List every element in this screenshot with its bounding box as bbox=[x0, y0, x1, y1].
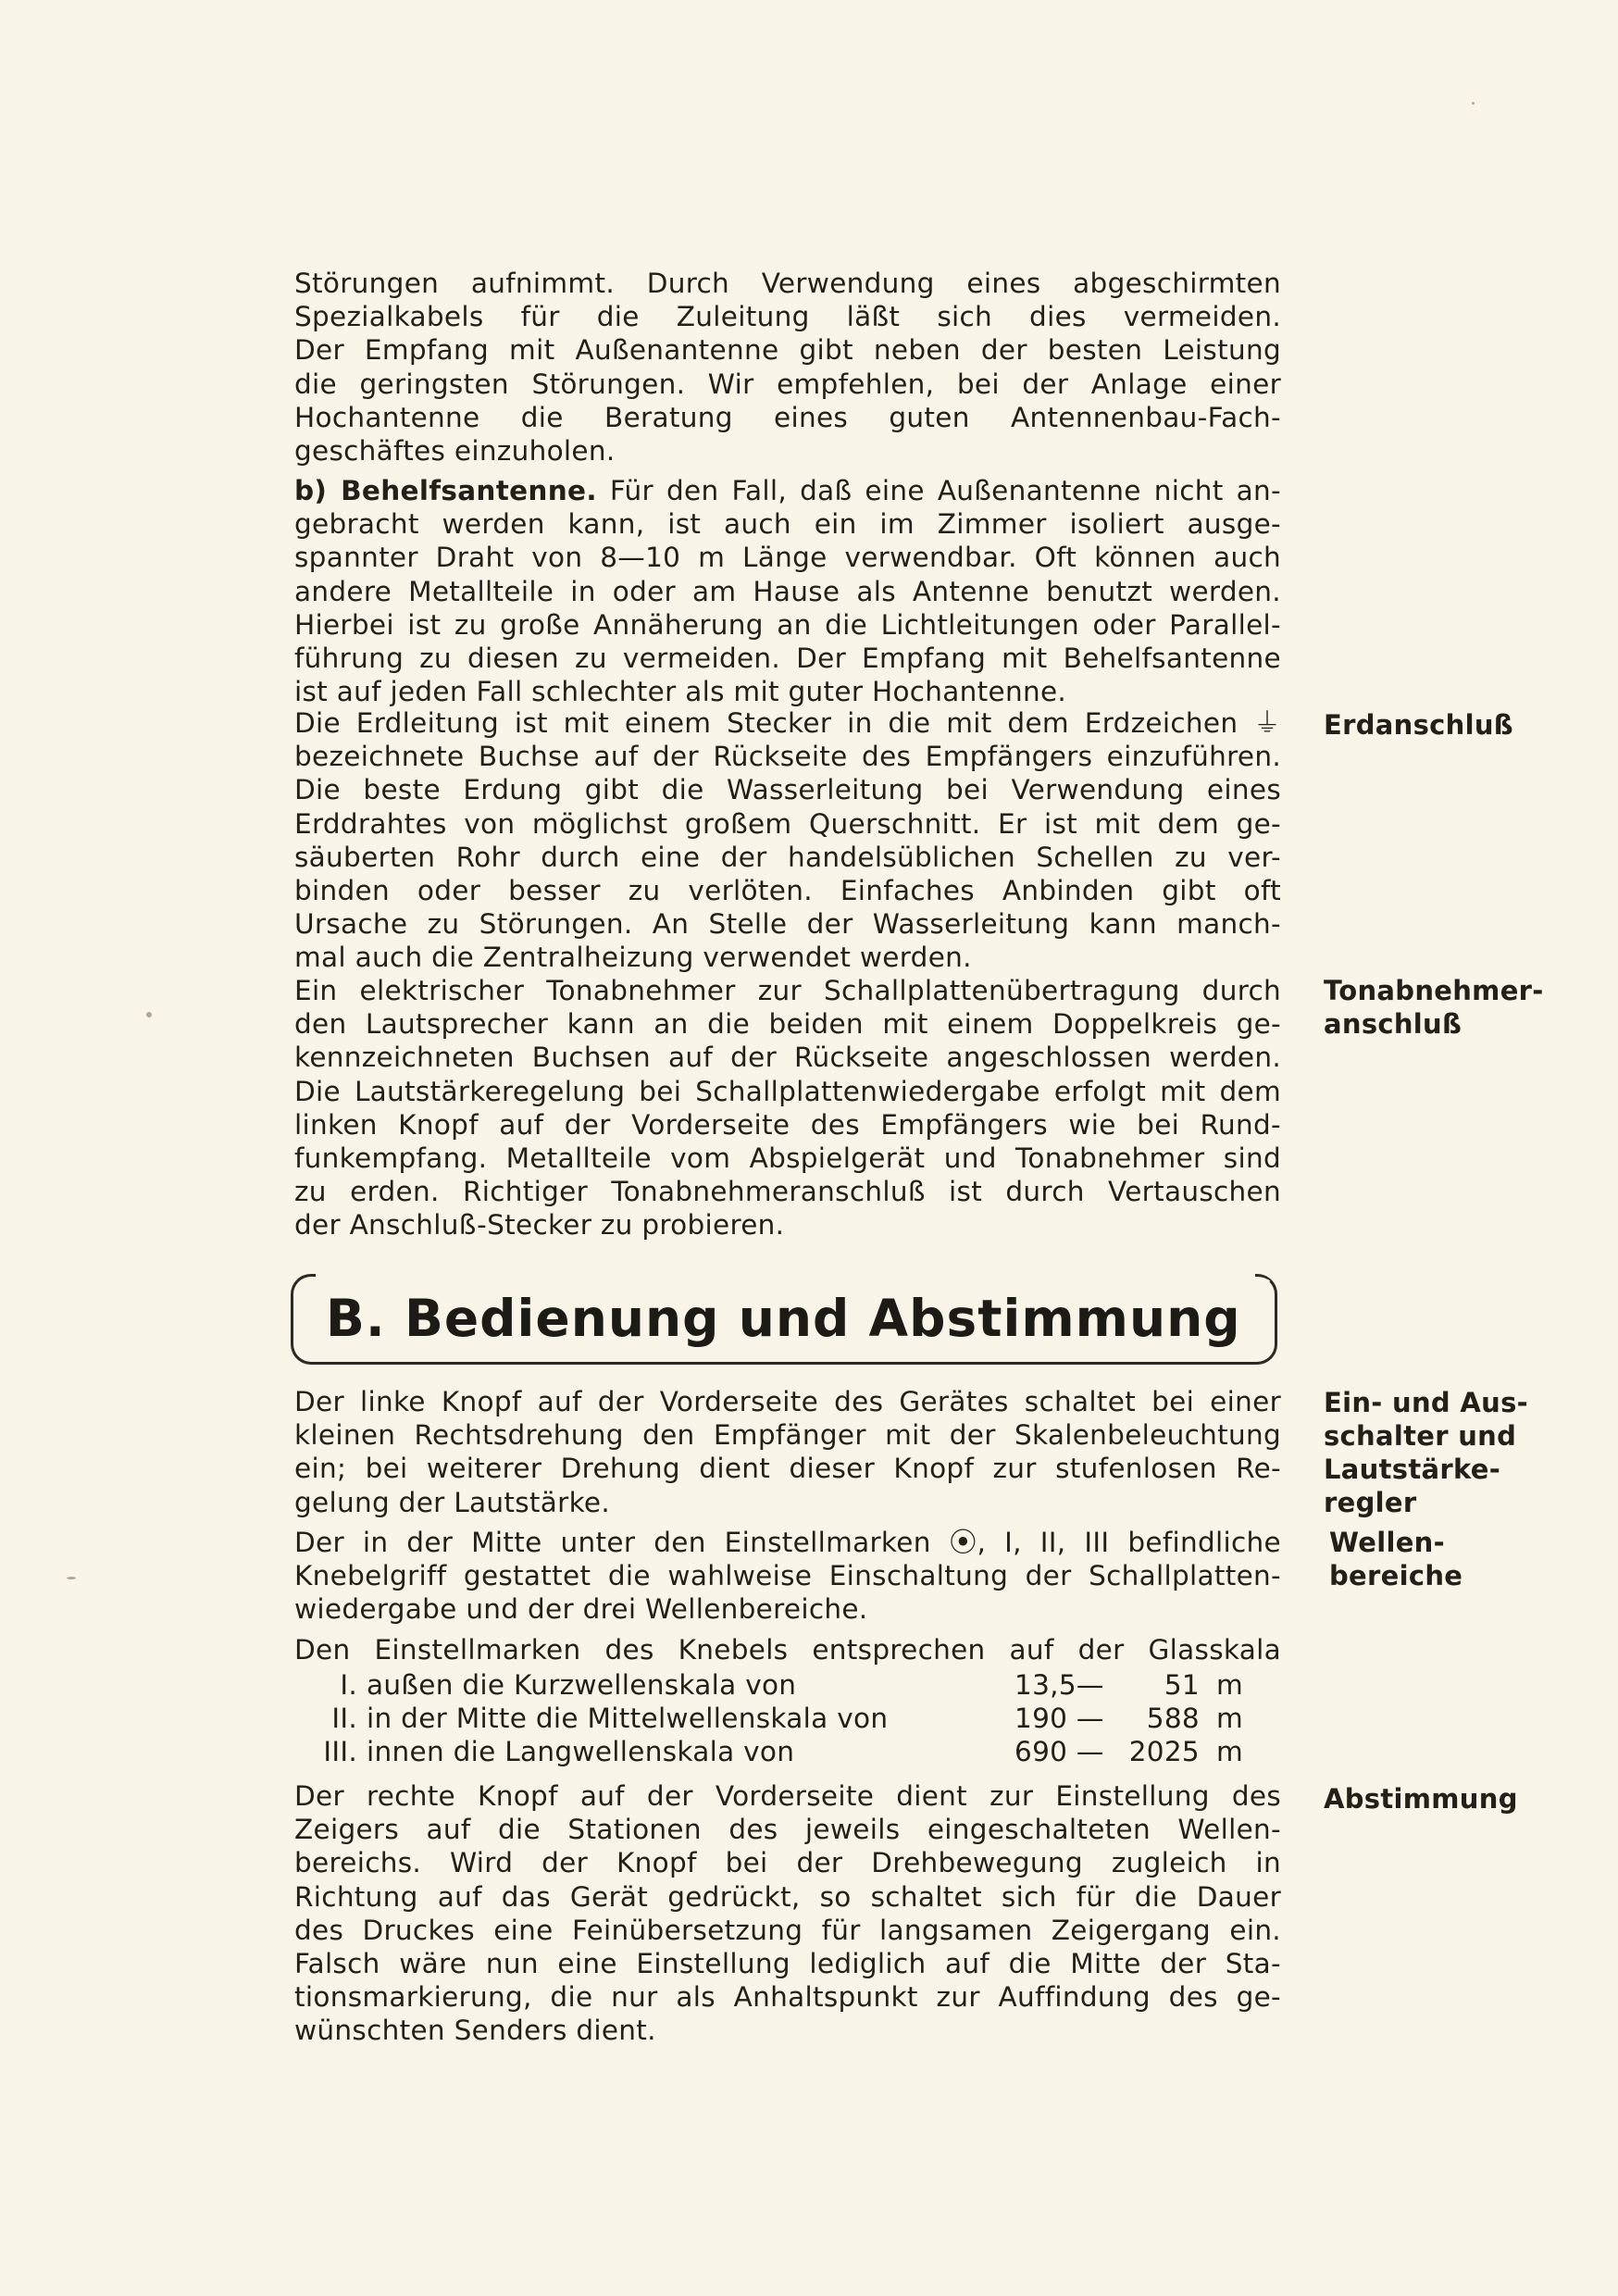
margin-note-line: Wellen- bbox=[1329, 1527, 1445, 1558]
margin-note-line: regler bbox=[1324, 1487, 1417, 1518]
range-from: 13,5— bbox=[1014, 1669, 1104, 1701]
text-line: die geringsten Störungen. Wir empfehlen, bei der Anlage einer bbox=[294, 368, 1281, 400]
range-description: in der Mitte die Mittelwellenskala von bbox=[367, 1703, 889, 1735]
section-label-behelfsantenne: b) Behelfsantenne. bbox=[294, 475, 597, 506]
paper-speck bbox=[146, 1012, 152, 1017]
text-line: Die beste Erdung gibt die Wasserleitung bei Verwendung eines bbox=[294, 774, 1281, 806]
range-unit: m bbox=[1216, 1736, 1244, 1768]
margin-note-einschalter bbox=[1324, 1386, 1528, 1519]
text-line: Erddrahtes von möglichst großem Querschnitt. Er ist mit dem ge- bbox=[294, 807, 1281, 840]
margin-note-line: bereiche bbox=[1329, 1560, 1463, 1591]
text-line: Knebelgriff gestattet die wahlweise Einschaltung der Schallplatten- bbox=[294, 1560, 1281, 1592]
text-line: wiedergabe und der drei Wellenbereiche. bbox=[294, 1593, 868, 1626]
margin-note-erdanschluss bbox=[1324, 708, 1513, 742]
text-line: kennzeichneten Buchsen auf der Rückseite angeschlossen werden. bbox=[294, 1042, 1281, 1074]
text-fragment: Der in der Mitte unter den Einstellmarken bbox=[294, 1527, 931, 1558]
text-line: bereichs. Wird der Knopf bei der Drehbewegung zugleich in bbox=[294, 1847, 1281, 1879]
record-mark-icon: ⦿ bbox=[949, 1527, 977, 1558]
range-to: 2025 bbox=[1128, 1736, 1200, 1768]
text-line: kleinen Rechtsdrehung den Empfänger mit der Skalenbeleuchtung bbox=[294, 1419, 1281, 1452]
text-line: mal auch die Zentralheizung verwendet werden. bbox=[294, 942, 972, 974]
text-line: ist auf jeden Fall schlechter als mit guter Hochantenne. bbox=[294, 676, 1067, 708]
text-line: funkempfang. Metallteile vom Abspielgerät und Tonabnehmer sind bbox=[294, 1142, 1281, 1175]
text-line: Hochantenne die Beratung eines guten Antennenbau-Fach- bbox=[294, 401, 1281, 433]
intro-paragraph bbox=[294, 267, 1281, 468]
wave-range-table bbox=[315, 1668, 1243, 1769]
range-unit: m bbox=[1216, 1669, 1244, 1701]
margin-note-line: Ein- und Aus- bbox=[1324, 1387, 1528, 1418]
paper-speck bbox=[67, 1577, 76, 1579]
range-number: I. bbox=[340, 1669, 357, 1701]
text-line bbox=[294, 1526, 1281, 1559]
range-to: 588 bbox=[1146, 1703, 1200, 1735]
range-number: III. bbox=[323, 1736, 357, 1768]
text-fragment: Die Erdleitung ist mit einem Stecker in die mit dem Erdzeichen bbox=[294, 707, 1238, 739]
wellenbereiche-paragraph bbox=[294, 1526, 1281, 1627]
text-line: Richtung auf das Gerät gedrückt, so schaltet sich für die Dauer bbox=[294, 1880, 1281, 1913]
text-line: des Druckes eine Feinübersetzung für langsamen Zeigergang ein. bbox=[294, 1914, 1281, 1946]
text-line: binden oder besser zu verlöten. Einfaches Anbinden gibt oft bbox=[294, 875, 1281, 907]
margin-note-line: Abstimmung bbox=[1324, 1783, 1518, 1815]
text-line: Spezialkabels für die Zuleitung läßt sich dies vermeiden. bbox=[294, 301, 1281, 333]
text-line: ein; bei weiterer Drehung dient dieser Knopf zur stufenlosen Re- bbox=[294, 1453, 1281, 1485]
text-line bbox=[294, 706, 1281, 740]
text-line: wünschten Senders dient. bbox=[294, 2015, 656, 2047]
table-row bbox=[315, 1668, 1243, 1702]
text-line: zu erden. Richtiger Tonabnehmeranschluß ist durch Vertauschen bbox=[294, 1176, 1281, 1208]
text-line: Hierbei ist zu große Annäherung an die Lichtleitungen oder Parallel- bbox=[294, 608, 1281, 641]
range-from: 190 — bbox=[1014, 1703, 1104, 1735]
text-line: Der linke Knopf auf der Vorderseite des Gerätes schaltet bei einer bbox=[294, 1386, 1281, 1417]
table-row bbox=[315, 1735, 1243, 1768]
text-line: Die Lautstärkeregelung bei Schallplattenwiedergabe erfolgt mit dem bbox=[294, 1075, 1281, 1107]
text-line: bezeichnete Buchse auf der Rückseite des Empfängers einzuführen. bbox=[294, 741, 1281, 773]
abstimmung-paragraph bbox=[294, 1779, 1281, 2048]
text-line: Ein elektrischer Tonabnehmer zur Schallplattenübertragung durch bbox=[294, 975, 1281, 1006]
range-description: innen die Langwellenskala von bbox=[367, 1736, 795, 1768]
text-fragment: , I, II, III befindliche bbox=[977, 1527, 1281, 1558]
range-unit: m bbox=[1216, 1703, 1244, 1735]
range-from: 690 — bbox=[1014, 1736, 1104, 1768]
text-line: Falsch wäre nun eine Einstellung lediglich auf die Mitte der Sta- bbox=[294, 1948, 1281, 1980]
margin-note-line: anschluß bbox=[1324, 1008, 1462, 1040]
section-heading: B. Bedienung und Abstimmung bbox=[326, 1289, 1241, 1348]
text-line: linken Knopf auf der Vorderseite des Empfängers wie bei Rund- bbox=[294, 1108, 1281, 1141]
range-number: II. bbox=[331, 1703, 357, 1735]
skala-paragraph bbox=[294, 1633, 1281, 1666]
range-description: außen die Kurzwellenskala von bbox=[367, 1669, 797, 1701]
text-line: Störungen aufnimmt. Durch Verwendung eines abgeschirmten bbox=[294, 268, 1281, 299]
erdleitung-paragraph bbox=[294, 706, 1281, 975]
text-line: Ursache zu Störungen. An Stelle der Wasserleitung kann manch- bbox=[294, 908, 1281, 941]
margin-note-line: Lautstärke- bbox=[1324, 1454, 1501, 1485]
ground-symbol-icon: ⏚ bbox=[1253, 707, 1281, 739]
text-line: führung zu diesen zu vermeiden. Der Empfang mit Behelfsantenne bbox=[294, 643, 1281, 675]
margin-note-tonabnehmer bbox=[1324, 974, 1544, 1041]
text-line: der Anschluß-Stecker zu probieren. bbox=[294, 1209, 785, 1242]
margin-note-line: Tonabnehmer- bbox=[1324, 975, 1544, 1006]
margin-note-line: schalter und bbox=[1324, 1420, 1517, 1452]
text-line: gelung der Lautstärke. bbox=[294, 1486, 611, 1518]
text-line: andere Metallteile in oder am Hause als Antenne benutzt werden. bbox=[294, 575, 1281, 607]
paper-speck bbox=[1472, 102, 1475, 105]
text-line: Zeigers auf die Stationen des jeweils eingeschalteten Wellen- bbox=[294, 1814, 1281, 1846]
text-line: tionsmarkierung, die nur als Anhaltspunkt zur Auffindung des ge- bbox=[294, 1981, 1281, 2014]
text-line: Der rechte Knopf auf der Vorderseite dient zur Einstellung des bbox=[294, 1780, 1281, 1812]
text-line: den Lautsprecher kann an die beiden mit einem Doppelkreis ge- bbox=[294, 1008, 1281, 1041]
table-row bbox=[315, 1702, 1243, 1735]
range-to: 51 bbox=[1164, 1669, 1200, 1701]
text-line: säuberten Rohr durch eine der handelsüblichen Schellen zu ver- bbox=[294, 841, 1281, 873]
einschalter-paragraph bbox=[294, 1385, 1281, 1519]
text-line: gebracht werden kann, ist auch ein im Zimmer isoliert ausge- bbox=[294, 508, 1281, 541]
behelfsantenne-paragraph bbox=[294, 474, 1281, 708]
text-line: geschäftes einzuholen. bbox=[294, 435, 616, 468]
margin-note-wellenbereiche bbox=[1329, 1526, 1462, 1592]
margin-note-line: Erdanschluß bbox=[1324, 709, 1513, 741]
text-line bbox=[294, 474, 1281, 507]
tonabnehmer-paragraph bbox=[294, 974, 1281, 1242]
text-line: Den Einstellmarken des Knebels entsprechen auf der Glasskala bbox=[294, 1634, 1281, 1666]
text-line: Der Empfang mit Außenantenne gibt neben der besten Leistung bbox=[294, 334, 1281, 367]
text-line: spannter Draht von 8—10 m Länge verwendbar. Oft können auch bbox=[294, 542, 1281, 574]
text-fragment: Für den Fall, daß eine Außenantenne nicht an- bbox=[596, 475, 1281, 506]
margin-note-abstimmung bbox=[1324, 1782, 1518, 1816]
wave-range-list bbox=[315, 1668, 1243, 1769]
